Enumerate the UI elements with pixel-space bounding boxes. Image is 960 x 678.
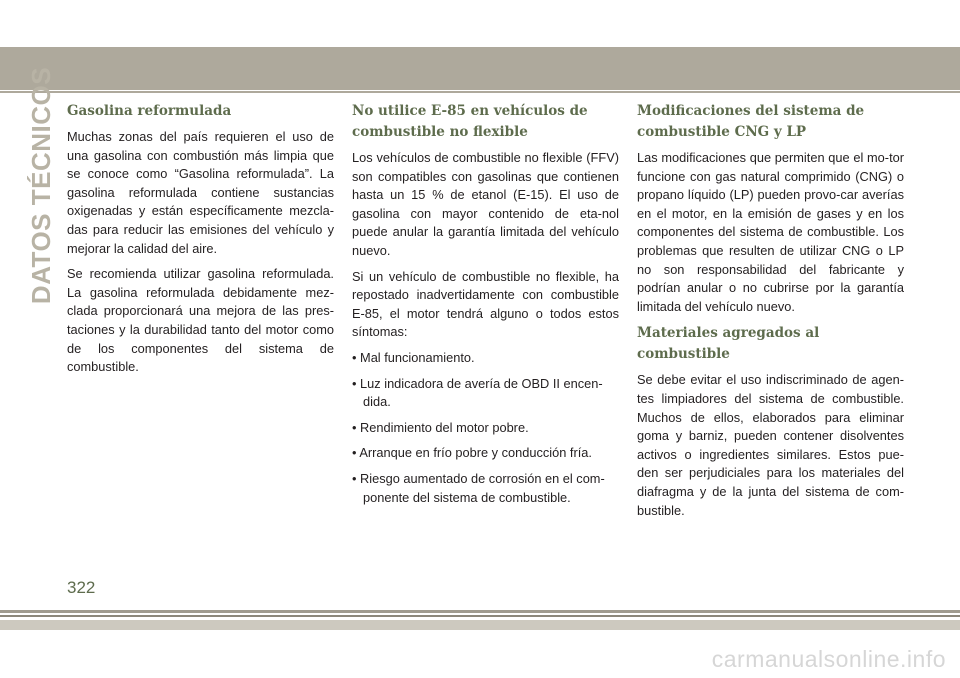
heading-cng-lp-modifications: Modificaciones del sistema de combustible CNG y LP: [637, 103, 865, 140]
paragraph: Si un vehículo de combustible no flexible, ha repostado inadvertidamente con combustible E-85, el motor tendrá alguno o todos estos síntomas:: [352, 268, 619, 340]
header-rule: [0, 91, 960, 93]
column-3: [637, 101, 904, 527]
paragraph: Se debe evitar el uso indiscriminado de agen-tes limpiadores del sistema de combustible. Muchos de ellos, elaborados para eliminar goma y barniz, pueden contener disolventes activos o ingredientes similares. Estos pue-den ser perjudiciales para los materiales del diafragma y de la junta del sistema de com-bustible.: [637, 372, 904, 518]
heading-reformulated-gasoline: Gasolina reformulada: [67, 103, 232, 119]
list-item: • Riesgo aumentado de corrosión en el com-ponente del sistema de combustible.: [352, 470, 605, 505]
column-1: [67, 101, 334, 384]
heading-fuel-additives: Materiales agregados al combustible: [637, 325, 820, 363]
footer-band: [0, 620, 960, 630]
header-band: [0, 47, 960, 90]
list-item: • Luz indicadora de avería de OBD II encen-dida.: [352, 375, 603, 410]
section-tab-label: DATOS TÉCNICOS: [26, 66, 57, 304]
column-2: [352, 101, 619, 514]
paragraph: Se recomienda utilizar gasolina reformulada. La gasolina reformulada debidamente mez-clada proporcionará una mejora de las pres-taciones y la durabilidad tanto del motor como de los componentes del sistema de combustible.: [67, 266, 334, 375]
footer-rule: [0, 615, 960, 617]
footer-rule: [0, 610, 960, 613]
section-tab: [26, 66, 58, 304]
symptom-list: [352, 349, 619, 507]
paragraph: Los vehículos de combustible no flexible (FFV) son compatibles con gasolinas que contienen hasta un 15 % de etanol (E-15). El uso de gasolina con mayor contenido de eta-nol puede anular la garantía limitada del vehículo nuevo.: [352, 150, 619, 258]
paragraph: Muchas zonas del país requieren el uso de una gasolina con combustión más limpia que se conoce como “Gasolina reformulada”. La gasolina reformulada contiene sustancias oxigenadas y están específicamente mezcla-das para reducir las emisiones del vehículo y mejorar la calidad del aire.: [67, 129, 334, 256]
list-item: • Rendimiento del motor pobre.: [352, 419, 529, 435]
list-item: • Mal funcionamiento.: [352, 349, 475, 365]
watermark: carmanualsonline.info: [711, 646, 946, 672]
paragraph: Las modificaciones que permiten que el mo-tor funcione con gas natural comprimido (CNG) o propano líquido (LP) pueden provo-car averías en el motor, en la emisión de gases y en los componentes del sistema de combustible. Los problemas que resulten de utilizar CNG o LP no son responsabilidad del fabricante y podrían anular o no cubrirse por la garantía limitada del vehículo nuevo.: [637, 150, 904, 314]
heading-no-e85: No utilice E-85 en vehículos de combustible no flexible: [352, 103, 588, 140]
list-item: • Arranque en frío pobre y conducción fría.: [352, 445, 592, 461]
page-number: 322: [67, 578, 96, 597]
